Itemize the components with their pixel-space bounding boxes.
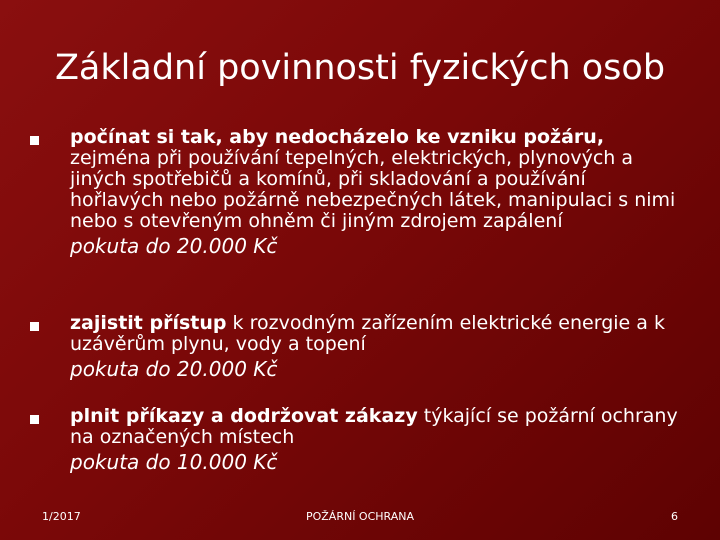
page-title: Základní povinnosti fyzických osob (54, 48, 666, 88)
bullet-rest-text: týkající se požární ochrany na označených místech (70, 405, 678, 448)
fine-amount: pokuta do 20.000 Kč (70, 234, 278, 258)
bullet-bold-text: počínat si tak, aby nedocházelo ke vzniku požáru, (70, 126, 605, 148)
page-number: 6 (671, 510, 678, 523)
bullet-bold-text: zajistit přístup (70, 312, 227, 334)
bullet-text (70, 127, 680, 258)
bullet-rest-text: k rozvodným zařízením elektrické energie a k uzávěrům plynu, vody a topení (70, 312, 665, 355)
bullet-text (70, 406, 680, 474)
bullet-item-orders (30, 406, 680, 474)
square-bullet-icon (30, 136, 39, 145)
fine-amount: pokuta do 10.000 Kč (70, 450, 278, 474)
footer-date: 1/2017 (42, 510, 81, 523)
footer-title: POŽÁRNÍ OCHRANA (305, 510, 415, 523)
square-bullet-icon (30, 415, 39, 424)
fine-amount: pokuta do 20.000 Kč (70, 357, 278, 381)
bullet-text (70, 313, 680, 381)
bullet-item-fire-prevention (30, 127, 680, 258)
bullet-bold-text: plnit příkazy a dodržovat zákazy (70, 405, 418, 427)
bullet-rest-text: zejména při používání tepelných, elektrických, plynových a jiných spotřebičů a komínů, při skladování a používání hořlavých nebo požárně nebezpečných látek, manipulaci s nimi nebo s otevřeným ohněm či jiným zdrojem zapálení (70, 147, 676, 232)
bullet-item-access (30, 313, 680, 381)
square-bullet-icon (30, 322, 39, 331)
